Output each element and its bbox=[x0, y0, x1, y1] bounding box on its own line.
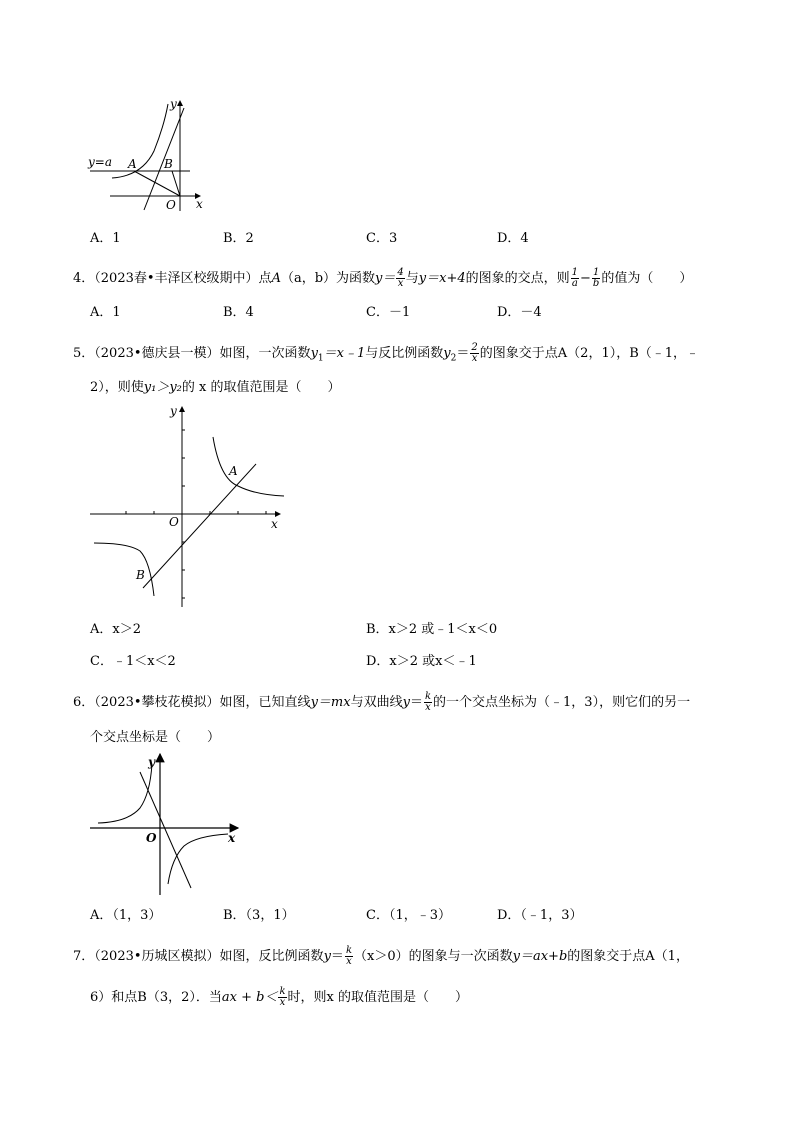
q6-source: （2023•攀枝花模拟） bbox=[94, 695, 220, 710]
q4-fraction bbox=[396, 268, 404, 289]
q7-text: 6）和点 bbox=[90, 990, 138, 1005]
q6-x-label: x bbox=[228, 831, 236, 845]
q4-stem bbox=[73, 268, 692, 289]
q3-option-c[interactable]: C．3 bbox=[366, 231, 398, 246]
q6-hyperbola-right bbox=[168, 834, 228, 884]
q5-option-a[interactable]: A．x＞2 bbox=[90, 622, 141, 637]
q5-hyperbola-right bbox=[213, 437, 284, 496]
q4-text: 与 bbox=[405, 271, 419, 286]
q7-text: 如图，反比例函数 bbox=[219, 949, 324, 964]
q5-option-b[interactable]: B．x＞2 或﹣1＜x＜0 bbox=[366, 622, 498, 637]
q6-option-c[interactable]: C．（1，﹣3） bbox=[366, 908, 451, 923]
q4-source: （2023春•丰泽区校级期中） bbox=[94, 271, 259, 286]
q6-hyperbola-left bbox=[98, 764, 152, 823]
q6-option-b[interactable]: B．（3，1） bbox=[223, 908, 295, 923]
q4-minus: − bbox=[580, 271, 591, 286]
q5-inequality: y₁＞y₂ bbox=[143, 380, 182, 395]
q3-option-b[interactable]: B．2 bbox=[223, 231, 254, 246]
q6-text: 与双曲线 bbox=[350, 695, 403, 710]
q3-point-b-label: B bbox=[164, 157, 173, 171]
frac-den: x bbox=[471, 353, 478, 364]
q5-number: 5． bbox=[73, 346, 95, 361]
q4-coords: （a，b） bbox=[280, 271, 337, 286]
q4-text: 的图象的交点，则 bbox=[465, 271, 570, 286]
frac-num: 2 bbox=[471, 342, 478, 353]
q7-text: x 的取值范围是（ ） bbox=[326, 990, 468, 1005]
q4-text: 为函数 bbox=[336, 271, 376, 286]
q4-text: 的值为（ ） bbox=[601, 271, 693, 286]
q6-figure bbox=[88, 750, 248, 898]
q7-linear: y＝ax+b bbox=[512, 949, 568, 964]
frac-den: x bbox=[346, 956, 352, 967]
q5-y-label: y bbox=[170, 404, 177, 418]
q4-func-lhs: y＝ bbox=[375, 271, 396, 286]
q6-option-d[interactable]: D．（﹣1，3） bbox=[497, 908, 583, 923]
q6-number: 6． bbox=[73, 695, 95, 710]
q6-option-a[interactable]: A．（1，3） bbox=[90, 908, 162, 923]
q5-text: 2），则使 bbox=[90, 380, 144, 395]
frac-num: k bbox=[345, 945, 352, 956]
q3-y-label: y bbox=[170, 97, 177, 111]
q5-figure bbox=[88, 403, 288, 611]
q7-source: （2023•历城区模拟） bbox=[94, 949, 220, 964]
q7-point-b: B（3，2）．当 bbox=[137, 990, 222, 1005]
q5-fraction bbox=[470, 343, 478, 364]
q7-fraction-2 bbox=[278, 987, 286, 1008]
q5-point-a-label: A bbox=[229, 464, 238, 478]
q6-line bbox=[140, 772, 191, 888]
q4-option-c[interactable]: C．－1 bbox=[366, 305, 411, 320]
q5-y1-eq: ＝x﹣1 bbox=[323, 346, 366, 361]
q6-line-eq: y＝mx bbox=[310, 695, 351, 710]
frac-den: x bbox=[279, 997, 286, 1008]
q5-stem-line2 bbox=[90, 380, 341, 396]
q5-source: （2023•德庆县一模） bbox=[94, 346, 220, 361]
q7-point-a: A（1， bbox=[645, 949, 689, 964]
q5-option-d[interactable]: D．x＞2 或x＜﹣1 bbox=[366, 654, 477, 669]
q4-option-d[interactable]: D．－4 bbox=[497, 305, 542, 320]
q6-text: 如图，已知直线 bbox=[219, 695, 311, 710]
q5-y1: y bbox=[310, 346, 318, 361]
q6-text: 的一个交点坐标为（﹣1，3），则它们的另一 bbox=[433, 695, 691, 710]
q3-line-label: y=a bbox=[88, 155, 112, 169]
q7-text: 的图象交于点 bbox=[567, 949, 646, 964]
q6-y-label: y bbox=[148, 755, 155, 769]
q7-fraction bbox=[345, 946, 353, 967]
q5-linear-line bbox=[143, 464, 256, 588]
q7-text: 的图象与一次函数 bbox=[408, 949, 513, 964]
q7-text: 时，则 bbox=[287, 990, 327, 1005]
q5-y2: y bbox=[443, 346, 451, 361]
q6-fraction bbox=[424, 692, 432, 713]
q4-point: A bbox=[271, 271, 281, 286]
q5-text: 的 x 的取值范围是（ ） bbox=[181, 380, 341, 395]
frac-den: a bbox=[571, 278, 578, 289]
q5-hyperbola-left bbox=[94, 543, 154, 596]
q6-stem-line1: 6．（2023•攀枝花模拟）如图，已知直线y＝mx与双曲线y＝ $\frac{k}{x}$ 的一个交点坐标为（﹣1，3），则它们的另一 bbox=[73, 691, 691, 713]
q4-number: 4． bbox=[73, 271, 95, 286]
q5-text: 的图象交于点 bbox=[479, 346, 558, 361]
q4-option-b[interactable]: B．4 bbox=[223, 305, 254, 320]
q6-stem-line2: 个交点坐标是（ ） bbox=[90, 730, 221, 745]
frac-num: 1 bbox=[592, 267, 600, 278]
q7-inequality: ax + b＜ bbox=[221, 990, 278, 1005]
q7-condition: （x＞0） bbox=[354, 949, 409, 964]
frac-den: x bbox=[397, 278, 404, 289]
frac-num: 4 bbox=[397, 267, 404, 278]
q4-frac2 bbox=[592, 268, 600, 289]
q5-text: 如图，一次函数 bbox=[219, 346, 311, 361]
frac-num: k bbox=[424, 691, 432, 702]
frac-num: k bbox=[279, 986, 286, 997]
q5-stem-line1: 5．（2023•德庆县一模）如图，一次函数$y_1=x﹣1$与反比例函数$y_2=$ $\frac{2}{x}$ 的图象交于点A（2，1），B（﹣1，﹣ bbox=[73, 342, 700, 364]
q4-text: 点 bbox=[258, 271, 272, 286]
q5-x-label: x bbox=[271, 517, 278, 531]
q5-point-b-label: B bbox=[136, 568, 145, 582]
q5-point-a: A（2，1）， bbox=[557, 346, 630, 361]
frac-den: x bbox=[425, 702, 431, 713]
q5-origin-label: O bbox=[169, 515, 179, 529]
q3-hyperbola bbox=[112, 104, 168, 178]
q5-point-b: B（﹣1，﹣ bbox=[629, 346, 700, 361]
q7-number: 7． bbox=[73, 949, 95, 964]
q7-stem-line1: 7．（2023•历城区模拟）如图，反比例函数y＝ $\frac{k}{x}$ （x＞0）的图象与一次函数y＝ax+b的图象交于点A（1， bbox=[73, 945, 689, 967]
q3-origin-label: O bbox=[166, 198, 176, 212]
frac-den: b bbox=[592, 278, 600, 289]
q4-func2: y＝x+4 bbox=[418, 271, 466, 286]
frac-num: 1 bbox=[571, 267, 579, 278]
q4-option-a[interactable]: A．1 bbox=[90, 305, 121, 320]
q3-option-d[interactable]: D．4 bbox=[497, 231, 529, 246]
q7-stem-line2 bbox=[90, 987, 468, 1008]
q5-option-c[interactable]: C．﹣1＜x＜2 bbox=[90, 654, 176, 669]
q3-figure bbox=[82, 96, 222, 214]
q3-option-a[interactable]: A．1 bbox=[90, 231, 121, 246]
q5-text: 与反比例函数 bbox=[365, 346, 444, 361]
q3-point-a-label: A bbox=[128, 157, 137, 171]
q4-frac1 bbox=[571, 268, 579, 289]
q3-x-label: x bbox=[196, 197, 203, 211]
q6-origin-label: O bbox=[146, 831, 157, 845]
